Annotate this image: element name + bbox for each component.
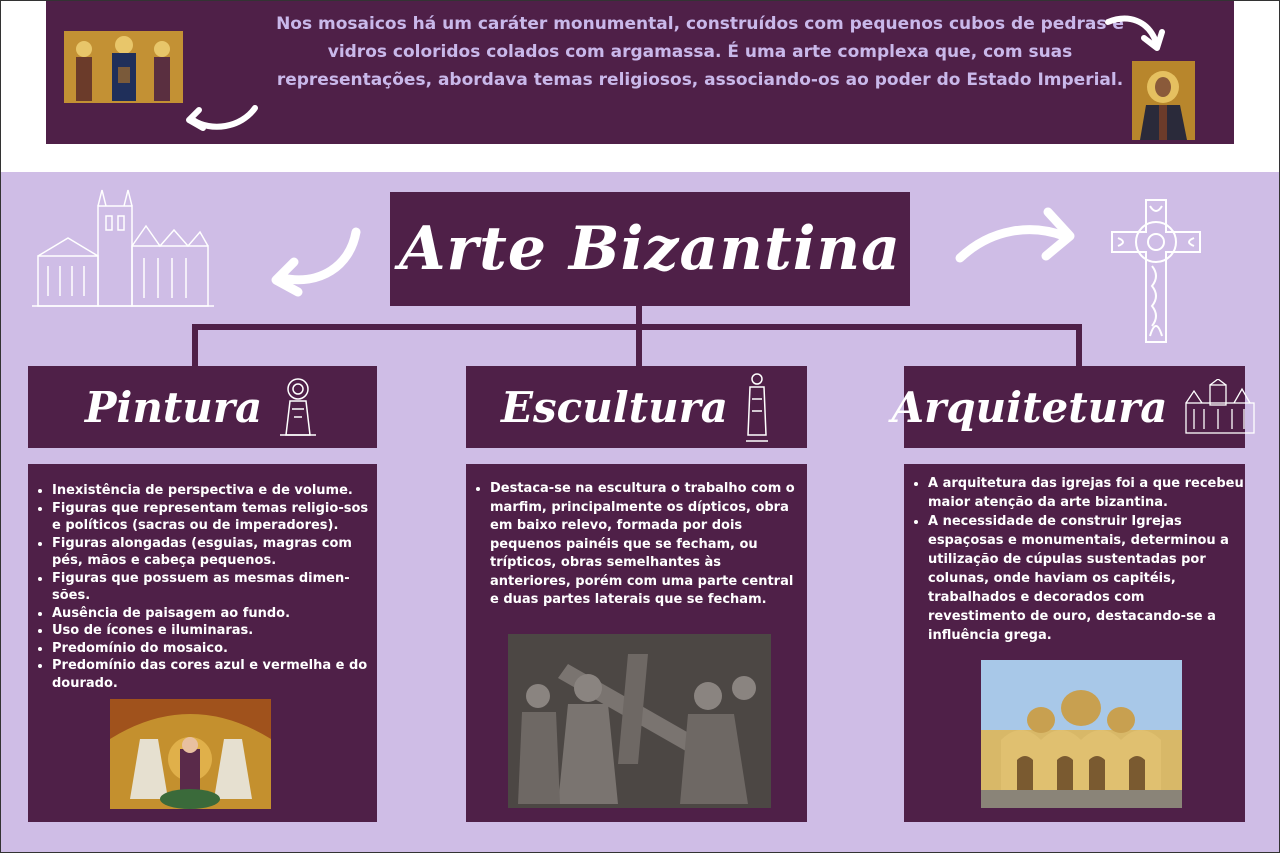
content-pintura <box>28 464 377 822</box>
curved-arrow-right-icon <box>952 198 1082 268</box>
mosaic-image-right <box>1132 61 1195 140</box>
category-label-escultura: Escultura <box>500 382 728 432</box>
mosaic-image-left <box>64 31 183 103</box>
escultura-list <box>466 480 807 610</box>
curved-arrow-left-icon <box>181 102 261 136</box>
list-item: • Predomínio das cores azul e vermelha e do dourado. <box>52 657 377 692</box>
connector-left <box>192 324 198 366</box>
saint-figure-icon <box>276 375 320 439</box>
statue-icon <box>742 371 772 443</box>
category-label-arquitetura: Arquitetura <box>891 382 1168 432</box>
pintura-mosaic-image <box>110 699 271 809</box>
escultura-relief-image <box>508 634 771 808</box>
list-item: • Ausência de paisagem ao fundo. <box>52 605 377 623</box>
content-escultura <box>466 464 807 822</box>
list-item: • Figuras que possuem as mesmas dimen-sões. <box>52 570 377 605</box>
intro-text: Nos mosaicos há um caráter monumental, construídos com pequenos cubos de pedras e vidros coloridos colados com argamassa. É uma arte complexa que, com suas representações, abordava temas religiosos, associando-os ao poder do Estado Imperial. <box>276 14 1124 90</box>
list-item: • A necessidade de construir Igrejas espaçosas e monumentais, determinou a utilização de cúpulas sustentadas por colunas, onde haviam os capitéis, trabalhados e decorados com revestimento de ouro, destacando-se a influência grega. <box>928 512 1245 645</box>
connector-horizontal <box>192 324 1082 330</box>
category-label-pintura: Pintura <box>84 382 263 432</box>
list-item: • Predomínio do mosaico. <box>52 640 377 658</box>
connector-vertical-main <box>636 306 642 366</box>
list-item: • Figuras que representam temas religio-sos e políticos (sacras ou de imperadores). <box>52 500 377 535</box>
title-box <box>390 192 910 306</box>
castle-icon <box>1182 379 1258 435</box>
list-item: • Destaca-se na escultura o trabalho com o marfim, principalmente os dípticos, obra em baixo relevo, formada por dois pequenos painéis que se fecham, ou trípticos, obras semelhantes às anteriores, porém com uma parte central e duas partes laterais que se fecham. <box>490 480 803 610</box>
curved-arrow-left-icon <box>264 226 364 298</box>
connector-right <box>1076 324 1082 366</box>
arquitetura-basilica-image <box>981 660 1182 808</box>
category-pintura <box>28 366 377 448</box>
cathedral-icon <box>28 186 218 310</box>
arquitetura-list <box>904 474 1245 645</box>
pintura-list <box>28 482 377 692</box>
category-arquitetura <box>891 366 1245 448</box>
curved-arrow-right-icon <box>1102 14 1166 54</box>
intro-banner <box>46 0 1234 144</box>
list-item: • Uso de ícones e iluminaras. <box>52 622 377 640</box>
content-arquitetura <box>904 464 1245 822</box>
list-item: • A arquitetura das igrejas foi a que recebeu maior atenção da arte bizantina. <box>928 474 1245 512</box>
list-item: • Figuras alongadas (esguias, magras com pés, mãos e cabeça pequenos. <box>52 535 377 570</box>
category-escultura <box>466 366 807 448</box>
list-item: • Inexistência de perspectiva e de volume. <box>52 482 377 500</box>
celtic-cross-icon <box>1106 196 1206 346</box>
page-title: Arte Bizantina <box>398 214 902 284</box>
